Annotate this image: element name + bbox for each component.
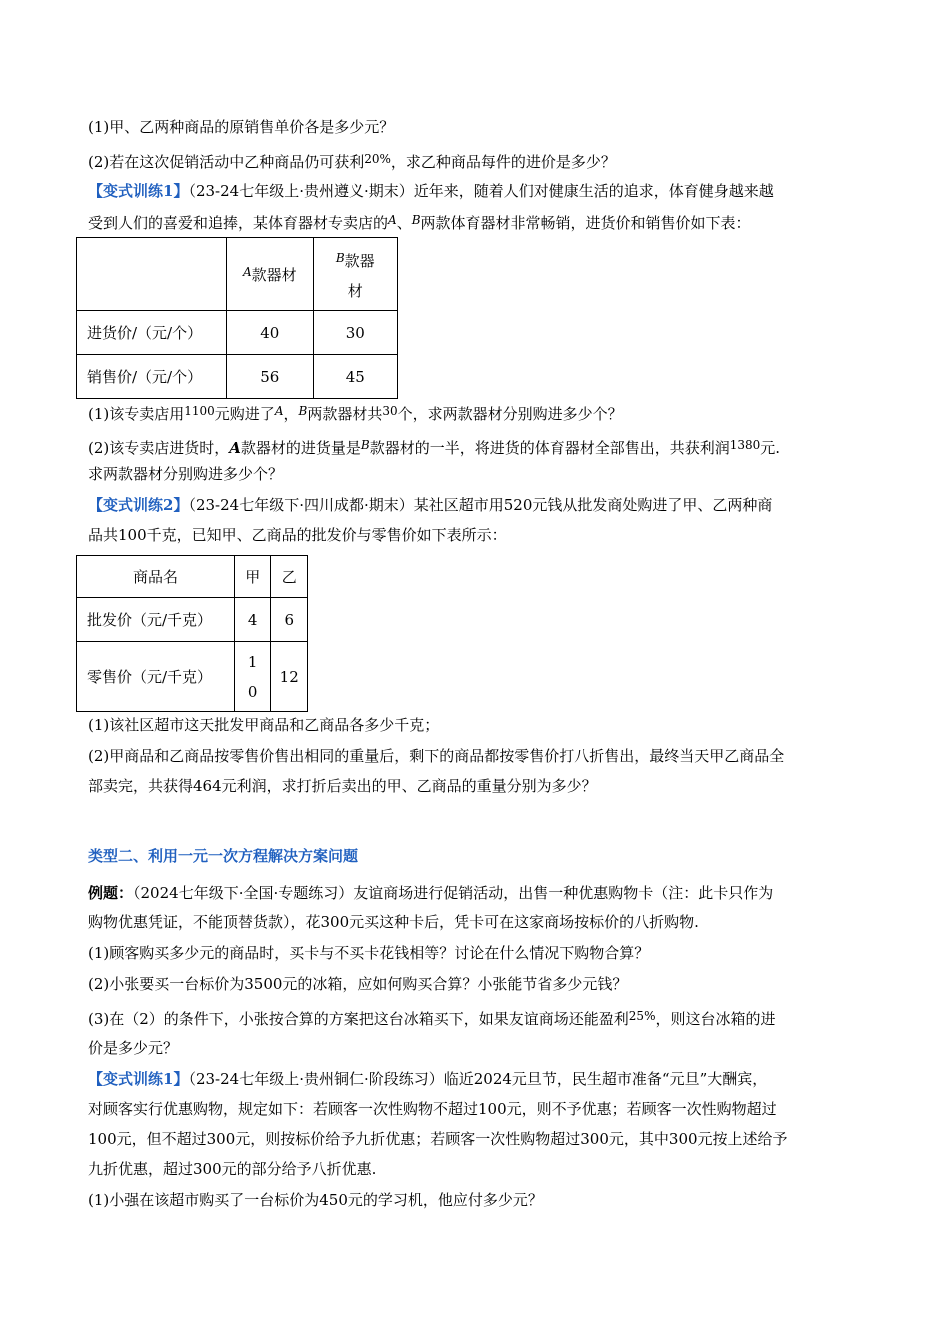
text: 0 xyxy=(247,682,258,701)
number: 1380 xyxy=(729,438,761,452)
variant-2-question-2-cont: 部卖完，共获得464元利润，求打折后卖出的甲、乙商品的重量分别为多少？ xyxy=(88,777,597,795)
example-intro xyxy=(88,882,773,904)
row-label: 销售价/（元/个） xyxy=(77,355,227,399)
text: 款器 xyxy=(344,251,375,270)
text: 材 xyxy=(347,281,363,300)
table-cell xyxy=(227,238,313,311)
variant-3-question-1: (1)小强在该超市购买了一台标价为450元的学习机，他应付多少元？ xyxy=(88,1191,543,1209)
text: 两款体育器材非常畅销，进货价和销售价如下表： xyxy=(420,214,751,232)
symbol-b: B xyxy=(298,404,308,418)
header-yi: 乙 xyxy=(271,556,308,598)
variant-tag: 【变式训练2】 xyxy=(88,496,189,514)
section-title: 类型二、利用一元一次方程解决方案问题 xyxy=(88,847,359,865)
variant-3-intro xyxy=(88,1068,767,1090)
variant-2-question-1: (1)该社区超市这天批发甲商品和乙商品各多少千克； xyxy=(88,716,440,734)
symbol-b: B xyxy=(411,213,421,227)
text: ，则这台冰箱的进 xyxy=(655,1010,776,1028)
variant-1-question-2 xyxy=(88,434,780,459)
table-row xyxy=(77,355,398,399)
table-row xyxy=(77,556,308,598)
text: （23-24七年级上·贵州铜仁·阶段练习）临近2024元旦节，民生超市准备“元旦”大酬宾， xyxy=(188,1070,768,1088)
text: 1 xyxy=(247,652,258,671)
variant-3-line-2: 对顾客实行优惠购物，规定如下：若顾客一次性购物不超过100元，则不予优惠；若顾客一次性购物超过 xyxy=(88,1100,777,1118)
table-cell: 30 xyxy=(313,311,397,355)
example-intro-2: 购物优惠凭证，不能顶替货款），花300元买这种卡后，凭卡可在这家商场按标价的八折购物. xyxy=(88,913,699,931)
example-question-3 xyxy=(88,1005,775,1030)
text: 元. xyxy=(760,439,781,457)
symbol-a: A xyxy=(388,213,397,227)
question-1-2 xyxy=(88,148,616,173)
variant-1-intro xyxy=(88,180,774,202)
symbol-a: A xyxy=(274,404,284,418)
text: （23-24七年级上·贵州遵义·期末）近年来，随着人们对健康生活的追求，体育健身越来越 xyxy=(188,182,774,200)
variant-3-line-4: 九折优惠，超过300元的部分给予八折优惠. xyxy=(88,1160,377,1178)
row-label: 零售价（元/千克） xyxy=(77,642,235,712)
equipment-price-table xyxy=(76,237,398,399)
number: 1100 xyxy=(184,404,215,418)
text: ， xyxy=(283,405,299,423)
table-row xyxy=(77,311,398,355)
table-cell: 40 xyxy=(227,311,313,355)
variant-2-intro xyxy=(88,494,772,516)
text: ，求乙种商品每件的进价是多少？ xyxy=(390,153,616,171)
variant-1-question-2-cont: 求两款器材分别购进多少个？ xyxy=(88,465,284,483)
text: (2)若在这次促销活动中乙种商品仍可获利 xyxy=(88,153,365,171)
table-row xyxy=(77,598,308,642)
table-cell: 45 xyxy=(313,355,397,399)
wrapped-value xyxy=(235,647,270,707)
variant-2-question-2: (2)甲商品和乙商品按零售价售出相同的重量后，剩下的商品都按零售价打八折售出，最终当天甲乙商品全 xyxy=(88,747,785,765)
symbol-b: B xyxy=(335,250,345,265)
table-cell xyxy=(234,642,270,712)
text: （2024七年级下·全国·专题练习）友谊商场进行促销活动，出售一种优惠购物卡（注：此卡只作为 xyxy=(133,884,774,902)
text: 个，求两款器材分别购进多少个？ xyxy=(397,405,623,423)
variant-1-question-1 xyxy=(88,400,623,425)
table-row xyxy=(77,238,398,311)
symbol-a: A xyxy=(229,439,241,457)
variant-3-line-3: 100元，但不超过300元，则按标价给予九折优惠；若顾客一次性购物超过300元，其中300元按上述给予 xyxy=(88,1130,788,1148)
variant-tag: 【变式训练1】 xyxy=(88,182,189,200)
table-cell: 6 xyxy=(271,598,308,642)
text: 款器材的进货量是 xyxy=(240,439,361,457)
example-question-1: (1)顾客购买多少元的商品时，买卡与不买卡花钱相等？讨论在什么情况下购物合算？ xyxy=(88,944,650,962)
text: (1)该专卖店用 xyxy=(88,405,185,423)
symbol-a: A xyxy=(242,264,252,279)
header-name: 商品名 xyxy=(77,556,235,598)
text: (2)该专卖店进货时， xyxy=(88,439,230,457)
variant-tag: 【变式训练1】 xyxy=(88,1070,189,1088)
text: (3)在（2）的条件下，小张按合算的方案把这台冰箱买下，如果友谊商场还能盈利 xyxy=(88,1010,629,1028)
text: 元购进了 xyxy=(214,405,275,423)
text: 、 xyxy=(396,214,412,232)
question-1-1: (1)甲、乙两种商品的原销售单价各是多少元？ xyxy=(88,118,395,136)
percent-value: 25% xyxy=(628,1009,656,1023)
variant-2-intro-2: 品共100千克，已知甲、乙商品的批发价与零售价如下表所示： xyxy=(88,526,507,544)
example-label: 例题： xyxy=(88,884,134,902)
header-a: 款器材 xyxy=(251,265,297,284)
table-cell: 4 xyxy=(234,598,270,642)
header-jia: 甲 xyxy=(234,556,270,598)
number: 30 xyxy=(382,404,398,418)
symbol-b: B xyxy=(360,438,370,452)
example-question-3-cont: 价是多少元？ xyxy=(88,1039,179,1057)
text: 受到人们的喜爱和追捧，某体育器材专卖店的 xyxy=(88,214,389,232)
goods-price-table xyxy=(76,555,308,712)
header-b xyxy=(314,243,397,306)
text: 两款器材共 xyxy=(307,405,383,423)
table-cell: 56 xyxy=(227,355,313,399)
row-label: 批发价（元/千克） xyxy=(77,598,235,642)
variant-1-intro-2 xyxy=(88,209,751,234)
text: （23-24七年级下·四川成都·期末）某社区超市用520元钱从批发商处购进了甲、乙两种商 xyxy=(188,496,773,514)
table-cell xyxy=(77,238,227,311)
text: 款器材的一半，将进货的体育器材全部售出，共获利润 xyxy=(369,439,730,457)
table-cell: 12 xyxy=(271,642,308,712)
row-label: 进货价/（元/个） xyxy=(77,311,227,355)
percent-value: 20% xyxy=(364,152,391,166)
example-question-2: (2)小张要买一台标价为3500元的冰箱，应如何购买合算？小张能节省多少元钱？ xyxy=(88,975,628,993)
table-row xyxy=(77,642,308,712)
table-cell xyxy=(313,238,397,311)
